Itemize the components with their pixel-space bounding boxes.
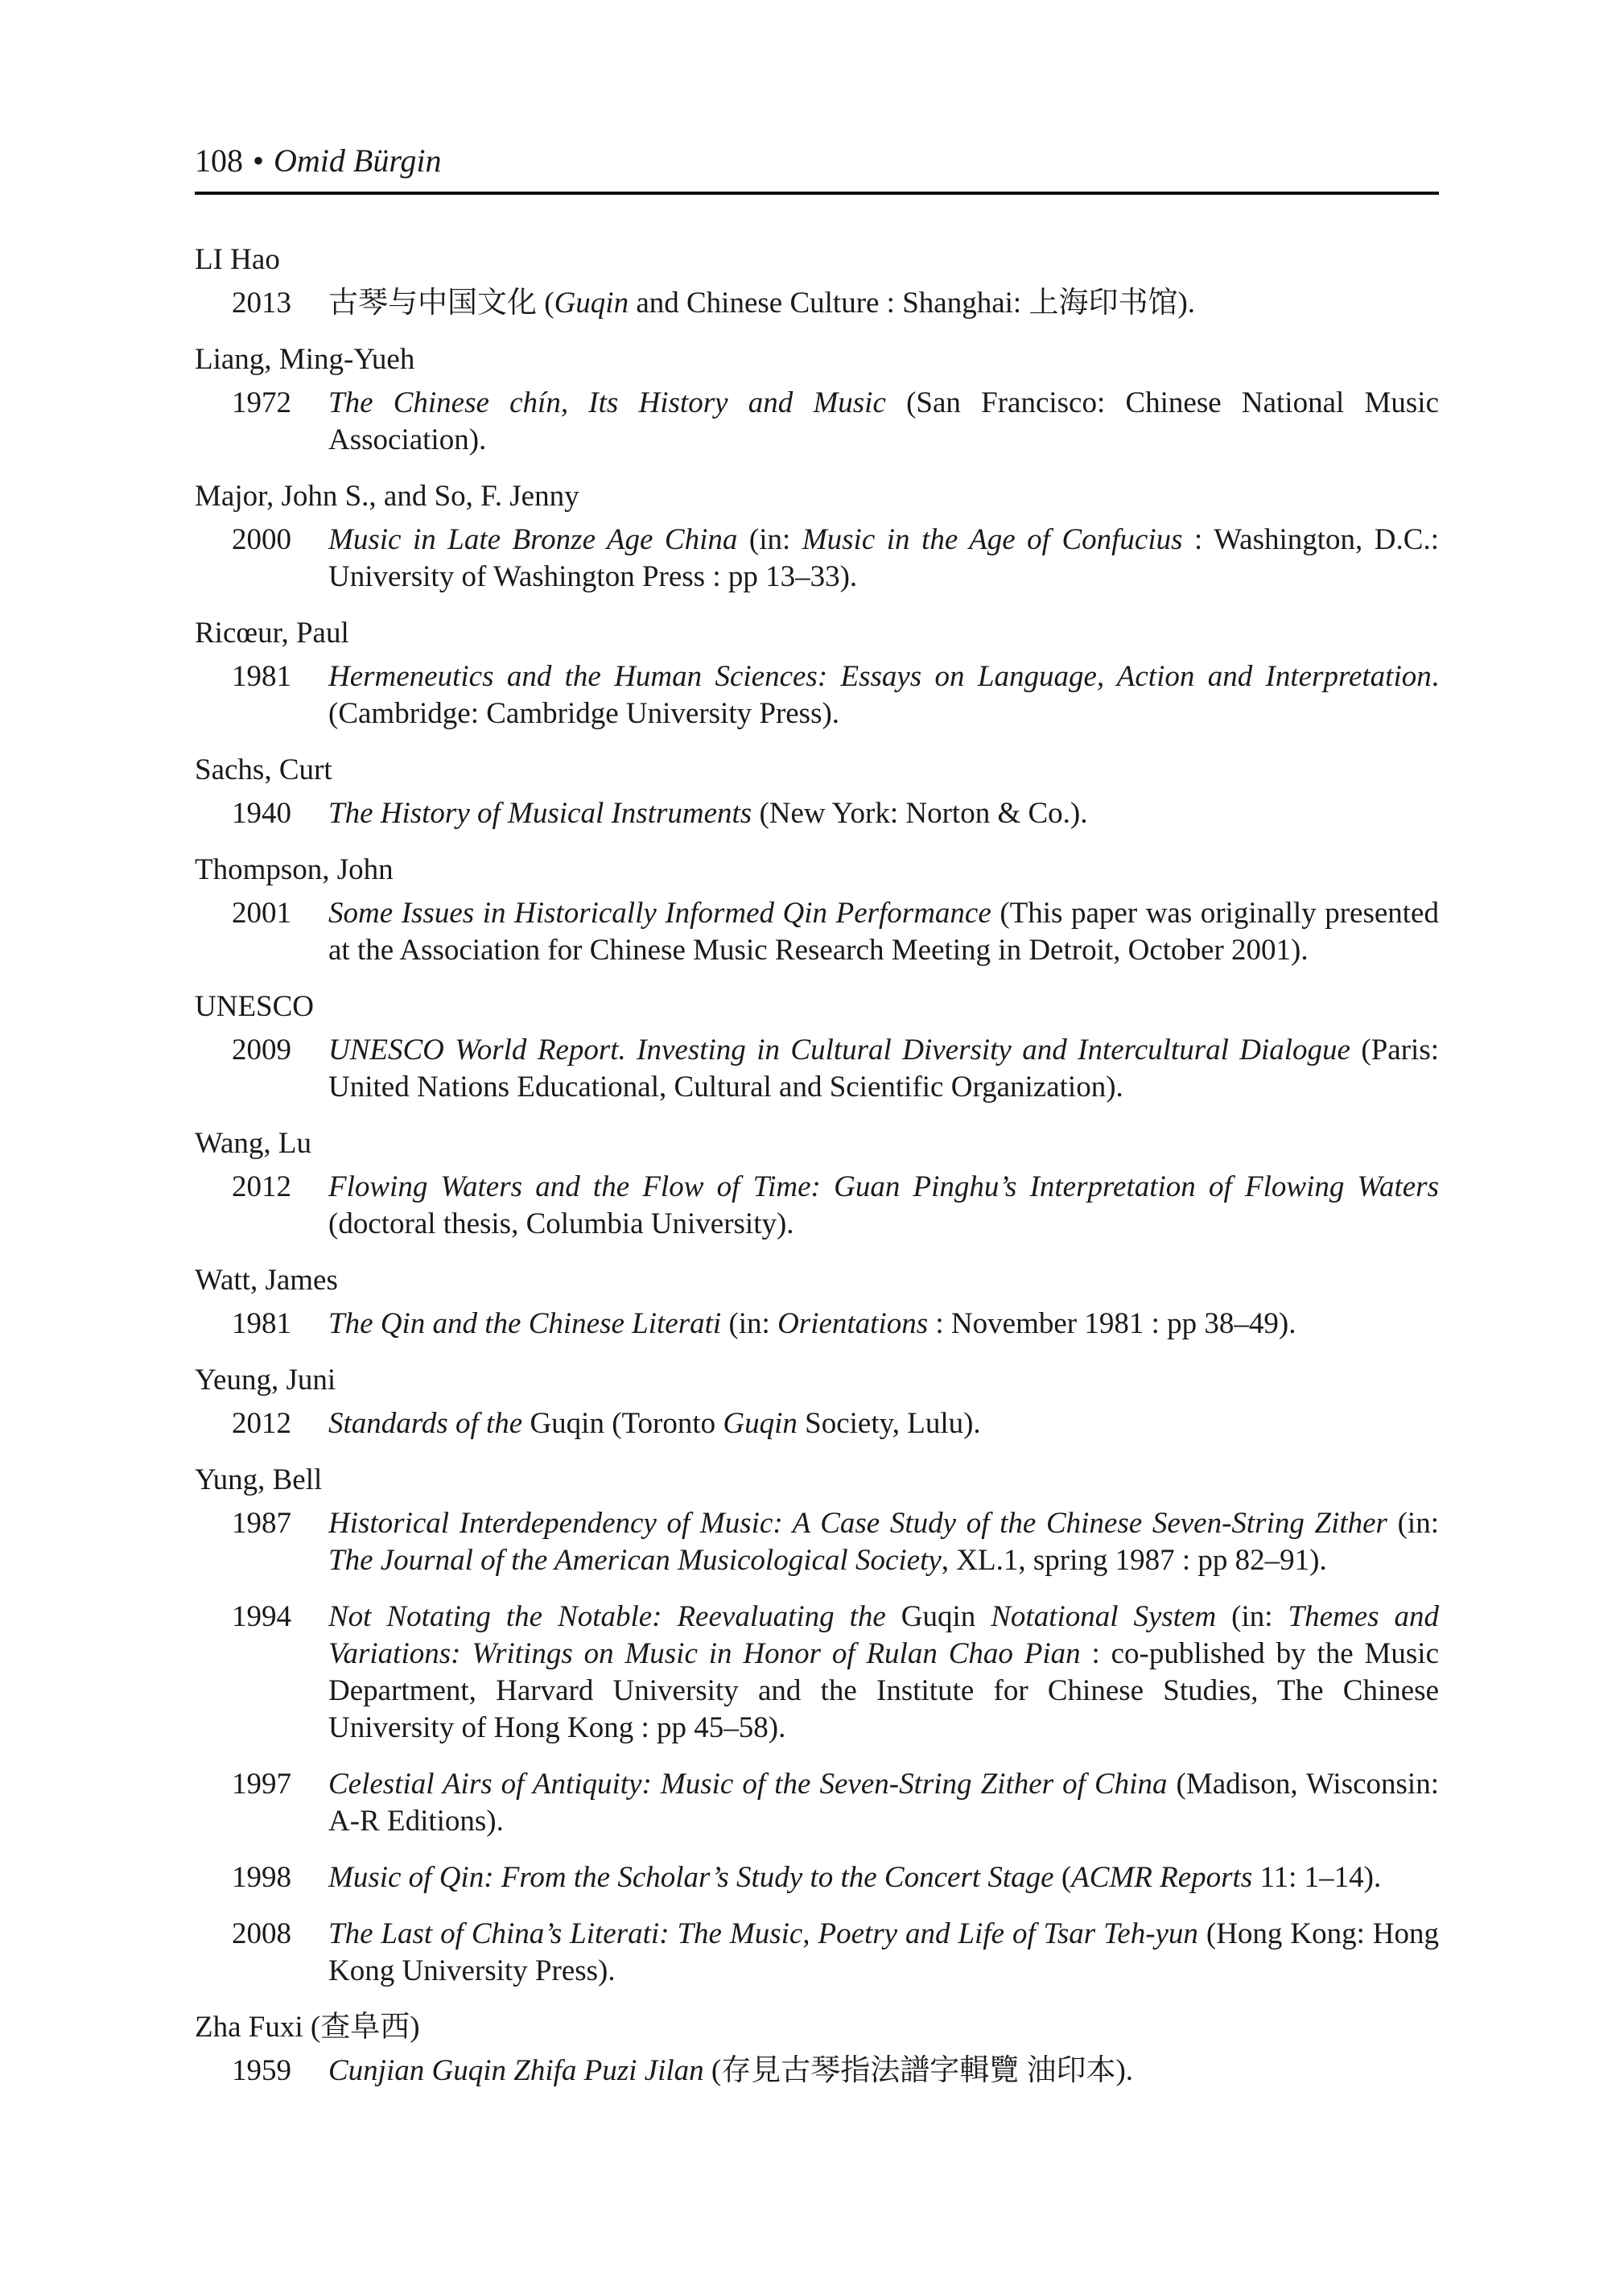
work-title-text: Music in Late Bronze Age China [328, 523, 738, 556]
bibliography-list [195, 241, 1439, 2109]
work-title-text: Celestial Airs of Antiquity: Music of the Seven-String Zither of China [328, 1768, 1168, 1801]
entry-author: Sachs, Curt [195, 753, 332, 786]
bibliography-entry [195, 752, 1439, 832]
work-detail-text: : co-published by the Music Department, Harvard University and the Institute for Chinese Studies, The Chinese University of Hong Kong : pp 45–58). [328, 1637, 1440, 1744]
entry-author: Zha Fuxi (查阜西) [195, 2011, 420, 2044]
work-year: 2000 [232, 523, 291, 556]
work-year: 2012 [232, 1407, 291, 1440]
work-detail-text: (doctoral thesis, Columbia University). [328, 1207, 794, 1240]
entry-author: Thompson, John [195, 853, 394, 886]
work-detail-text: . (Cambridge: Cambridge University Press). [328, 660, 1439, 730]
entry-work [195, 795, 1439, 832]
bibliography-entry [195, 1125, 1439, 1243]
bibliography-entry [195, 341, 1439, 459]
work-title-text: Guqin [554, 287, 629, 320]
work-title-text: Guqin [723, 1407, 798, 1440]
work-title-text: Flowing Waters and the Flow of Time: Guan Pinghu’s Interpretation of Flowing Waters [328, 1170, 1439, 1203]
work-title-text: Some Issues in Historically Informed Qin Performance [328, 897, 991, 930]
header-separator: • [253, 142, 265, 179]
bibliography-entry [195, 1462, 1439, 1990]
entry-work [195, 1766, 1439, 1840]
bibliography-entry [195, 478, 1439, 596]
work-title-text: Themes and Variations: Writings on Music in Honor of Rulan Chao Pian [328, 1600, 1440, 1670]
work-detail-text: (San Francisco: Chinese National Music Association). [328, 386, 1439, 456]
work-year: 2012 [232, 1170, 291, 1203]
work-detail-text: 11: 1–14). [1252, 1861, 1382, 1894]
work-title-text: The Journal of the American Musicological Society [328, 1544, 942, 1577]
work-year: 2009 [232, 1034, 291, 1067]
work-title-text: The Chinese chín, Its History and Music [328, 386, 886, 419]
bibliography-entry [195, 2009, 1439, 2090]
work-detail-text: (Hong Kong: Hong Kong University Press). [328, 1917, 1439, 1987]
entry-work [195, 1916, 1439, 1990]
work-detail-text: ( [1053, 1861, 1072, 1894]
work-year: 2013 [232, 287, 291, 320]
entry-author: Liang, Ming-Yueh [195, 343, 415, 376]
work-title-text: Hermeneutics and the Human Sciences: Essays on Language, Action and Interpretation [328, 660, 1432, 693]
entry-author: Yeung, Juni [195, 1364, 336, 1397]
entry-work [195, 1505, 1439, 1579]
work-year: 1994 [232, 1600, 291, 1633]
work-title-text: ACMR Reports [1071, 1861, 1253, 1894]
work-detail-text: (in: [1216, 1600, 1288, 1633]
work-detail-text: (This paper was originally presented at the Association for Chinese Music Research Meeting in Detroit, October 2001). [328, 897, 1439, 967]
entry-author: Yung, Bell [195, 1463, 323, 1496]
entry-work [195, 1032, 1439, 1106]
work-year: 2008 [232, 1917, 291, 1950]
bibliography-entry [195, 988, 1439, 1106]
work-detail-text: : Washington, D.C.: University of Washington Press : pp 13–33). [328, 523, 1439, 593]
work-title-text: The Last of China’s Literati: The Music, Poetry and Life of Tsar Teh-yun [328, 1917, 1198, 1950]
work-title-text: Music in the Age of Confucius [802, 523, 1183, 556]
entry-work [195, 1859, 1439, 1896]
page-number: 108 [195, 142, 243, 179]
entry-work [195, 2053, 1439, 2090]
work-year: 1981 [232, 660, 291, 693]
work-title-text: Standards of the [328, 1407, 523, 1440]
entry-author: Wang, Lu [195, 1127, 311, 1160]
entry-author: LI Hao [195, 243, 280, 276]
work-title-text: Not Notating the Notable: Reevaluating the [328, 1600, 886, 1633]
entry-work [195, 285, 1439, 322]
work-year: 1997 [232, 1768, 291, 1801]
entry-author: Ricœur, Paul [195, 617, 349, 650]
entry-work [195, 385, 1439, 459]
bibliography-entry [195, 852, 1439, 969]
work-title-text: Music of Qin: From the Scholar’s Study to the Concert Stage [328, 1861, 1054, 1894]
entry-work [195, 895, 1439, 969]
work-detail-text: (in: [721, 1307, 778, 1340]
work-year: 1987 [232, 1507, 291, 1540]
entry-work [195, 1169, 1439, 1243]
work-title-text: Notational System [991, 1600, 1217, 1633]
header-author: Omid Bürgin [274, 142, 442, 179]
work-year: 1981 [232, 1307, 291, 1340]
work-year: 1998 [232, 1861, 291, 1894]
bibliography-entry [195, 1262, 1439, 1343]
work-detail-text: (Paris: United Nations Educational, Cultural and Scientific Organization). [328, 1034, 1439, 1104]
work-title-text: The History of Musical Instruments [328, 797, 752, 830]
entry-author: Watt, James [195, 1264, 338, 1297]
work-detail-text: (in: [1387, 1507, 1439, 1540]
work-detail-text: Guqin [885, 1600, 991, 1633]
header-text [195, 142, 442, 180]
work-title-text: The Qin and the Chinese Literati [328, 1307, 722, 1340]
running-header [195, 135, 1439, 195]
work-year: 2001 [232, 897, 291, 930]
work-title-text: Historical Interdependency of Music: A Case Study of the Chinese Seven-String Zither [328, 1507, 1387, 1540]
work-year: 1940 [232, 797, 291, 830]
work-title-text: UNESCO World Report. Investing in Cultural Diversity and Intercultural Dialogue [328, 1034, 1350, 1067]
bibliography-entry [195, 615, 1439, 732]
bibliography-entry [195, 1362, 1439, 1442]
entry-work [195, 1599, 1439, 1747]
entry-work [195, 1306, 1439, 1343]
entry-work [195, 522, 1439, 596]
entry-work [195, 658, 1439, 732]
work-detail-text: (Madison, Wisconsin: A-R Editions). [328, 1768, 1439, 1838]
work-detail-text: Guqin (Toronto [522, 1407, 723, 1440]
work-detail-text: : November 1981 : pp 38–49). [928, 1307, 1296, 1340]
work-detail-text: , XL.1, spring 1987 : pp 82–91). [941, 1544, 1327, 1577]
work-detail-text: (in: [737, 523, 802, 556]
entry-author: Major, John S., and So, F. Jenny [195, 480, 579, 513]
work-title-text: Cunjian Guqin Zhifa Puzi Jilan [328, 2054, 704, 2087]
entry-author: UNESCO [195, 990, 315, 1023]
bibliography-entry [195, 241, 1439, 322]
work-detail-text: Society, Lulu). [797, 1407, 981, 1440]
work-year: 1959 [232, 2054, 291, 2087]
work-detail-text: (存見古琴指法譜字輯覽 油印本). [703, 2054, 1134, 2087]
work-title-text: Orientations [777, 1307, 929, 1340]
entry-work [195, 1405, 1439, 1442]
work-detail-text: and Chinese Culture : Shanghai: 上海印书馆). [629, 287, 1196, 320]
work-year: 1972 [232, 386, 291, 419]
work-detail-text: 古琴与中国文化 ( [328, 287, 554, 320]
work-detail-text: (New York: Norton & Co.). [752, 797, 1088, 830]
